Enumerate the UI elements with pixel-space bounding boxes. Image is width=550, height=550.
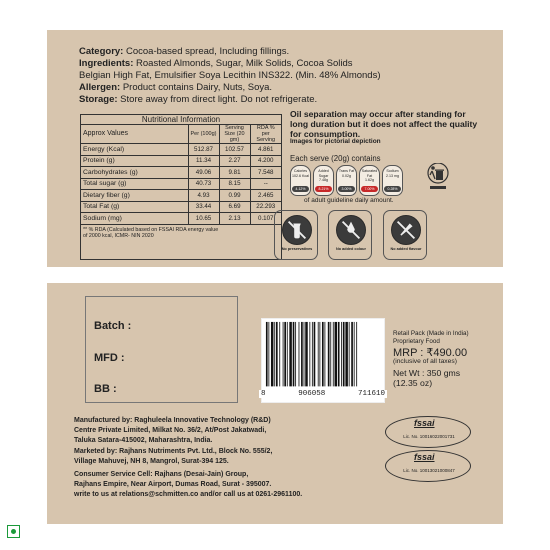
mrp-price: MRP : ₹490.00	[393, 347, 468, 359]
nutrition-header-row	[81, 125, 281, 144]
barcode-bar	[349, 322, 350, 386]
fssai-logo: fssai	[414, 418, 435, 428]
oil-separation-note: Oil separation may occur after standing for long duration but it does not affect the quality for consumption.	[290, 109, 478, 139]
header-per100: Per (100g)	[188, 125, 219, 144]
allergen-line: Allergen: Product contains Dairy, Nuts, Soya.	[79, 82, 273, 93]
nutrition-title: Nutritional Information	[81, 115, 281, 125]
fssai-logo: fssai	[414, 452, 435, 462]
barcode-digit-right: 711610	[357, 390, 385, 398]
info-panel	[47, 30, 503, 267]
ingredients-line: Ingredients: Roasted Almonds, Sugar, Milk Solids, Cocoa Solids	[79, 58, 353, 69]
header-approx: Approx Values	[81, 125, 188, 144]
barcode-bar	[354, 322, 355, 386]
barcode-bar	[324, 322, 325, 386]
barcode-bar	[266, 322, 268, 386]
batch-box	[85, 296, 238, 403]
category-line: Category: Cocoa-based spread, Including fillings.	[79, 46, 290, 57]
label-panel	[47, 283, 503, 524]
header-rda: RDA % per Serving	[250, 125, 281, 144]
barcode-bar	[319, 322, 320, 386]
veg-mark-icon	[7, 525, 20, 538]
barcode-bar	[276, 322, 278, 386]
gda-footer: of adult guideline daily amount.	[304, 197, 394, 204]
manufacturer-block: Manufactured by: Raghuleela Innovative Technology (R&D) Centre Private Limited, Milkat No. 36/2, At/Post Jakatwadi, Taluka Satara-415002, Maharashtra, India.	[74, 417, 271, 444]
barcode-digit-prefix: 8	[261, 390, 266, 398]
nutrition-row: Carbohydrates (g) 49.06 9.81 7.548	[81, 167, 281, 179]
no-preservatives-badge: No preservatives	[274, 210, 318, 260]
gda-cell: Saturated Fat 1.62g 7.00%	[359, 165, 380, 196]
barcode-bar	[268, 322, 269, 386]
serve-text: Each serve (20g) contains	[290, 154, 381, 163]
gda-cell: Added Sugar 7.48g 8.21%	[313, 165, 334, 196]
barcode-bar	[322, 322, 324, 386]
barcode-bar	[293, 322, 295, 386]
barcode-digit-left: 906058	[298, 390, 326, 398]
barcode-bar	[295, 322, 296, 386]
barcode-bar	[284, 322, 286, 386]
pictorial-note: Images for pictorial depiction	[290, 138, 381, 145]
barcode-bar	[301, 322, 303, 386]
gda-cell: Trans Fat 0.02g 3.00%	[336, 165, 357, 196]
barcode-bar	[299, 322, 300, 386]
mfd-label: MFD :	[94, 352, 125, 364]
nutrition-table	[80, 114, 282, 260]
barcode-bar	[274, 322, 275, 386]
barcode-bar	[341, 322, 342, 386]
barcode-bar	[287, 322, 288, 386]
no-added-colour-icon	[336, 215, 366, 245]
gda-cell: Sodium 2.13 mg 0.28%	[382, 165, 403, 196]
gda-cell: Calories 102.6 Kcal 4.12%	[290, 165, 311, 196]
barcode-bar	[330, 322, 331, 386]
barcode-bar	[328, 322, 330, 386]
barcode-bar	[283, 322, 284, 386]
bb-label: BB :	[94, 383, 117, 395]
consumer-service-block: Consumer Service Cell: Rajhans (Desai-Jain) Group, Rajhans Empire, Near Airport, Dumas Road, Surat - 395007. write to us at relations@schmitten.co and/or call us at 0261-2961100.	[74, 471, 303, 498]
barcode-bar	[343, 322, 345, 386]
barcode-bar	[314, 322, 316, 386]
fssai-license-1: fssai Lic. No. 10016022001731	[385, 416, 471, 448]
barcode-bar	[289, 322, 292, 386]
no-preservatives-icon	[282, 215, 312, 245]
ingredients-line-2: Belgian High Fat, Emulsifier Soya Lecithin INS322. (Min. 48% Almonds)	[79, 70, 381, 81]
nutrition-row: Total sugar (g) 40.73 8.15 --	[81, 178, 281, 190]
barcode-bar	[309, 322, 310, 386]
nutrition-row: Dietary fiber (g) 4.93 0.99 2.465	[81, 190, 281, 202]
nutrition-row: Sodium (mg) 10.65 2.13 0.107	[81, 213, 281, 225]
header-serving: Serving Size (20 gm)	[219, 125, 250, 144]
tax-note: (inclusive of all taxes)	[393, 358, 457, 365]
retail-info: Retail Pack (Made in India) Proprietary Food	[393, 330, 469, 345]
barcode-bar	[335, 322, 338, 386]
batch-label: Batch :	[94, 320, 132, 332]
barcode-bar	[318, 322, 319, 386]
marketer-block: Marketed by: Rajhans Nutriments Pvt. Ltd., Block No. 555/2, Village Mahuvej, NH 8, Mangrol, Surat-394 125.	[74, 448, 273, 465]
gda-strip	[290, 165, 425, 197]
barcode-bar	[333, 322, 334, 386]
barcode-bar	[271, 322, 274, 386]
net-weight: Net Wt : 350 gms (12.35 oz)	[393, 368, 461, 388]
barcode-bar	[351, 322, 353, 386]
barcode-bar	[338, 322, 340, 386]
barcode-bar	[345, 322, 348, 386]
barcode-digits	[259, 390, 387, 398]
nutrition-row: Energy (Kcal) 512.87 102.57 4.861	[81, 144, 281, 156]
no-added-colour-badge: No added colour	[328, 210, 372, 260]
nutrition-row: Total Fat (g) 33.44 6.69 22.293	[81, 201, 281, 213]
barcode-bar	[279, 322, 280, 386]
no-added-flavour-badge: No added flavour	[383, 210, 427, 260]
barcode-bar	[312, 322, 313, 386]
barcode-bar	[356, 322, 357, 386]
nutrition-footnote: ** % RDA (Calculated based on FSSAI RDA energy value of 2000 kcal, ICMR- NIN 2020	[83, 226, 219, 239]
no-added-flavour-icon	[391, 215, 421, 245]
fssai-license-2: fssai Lic. No. 10013021000847	[385, 450, 471, 482]
barcode-bar	[305, 322, 308, 386]
barcode-bar	[304, 322, 305, 386]
nutrition-row: Protein (g) 11.34 2.27 4.200	[81, 155, 281, 167]
recycle-bin-icon	[427, 163, 449, 193]
storage-line: Storage: Store away from direct light. Do not refrigerate.	[79, 94, 318, 105]
